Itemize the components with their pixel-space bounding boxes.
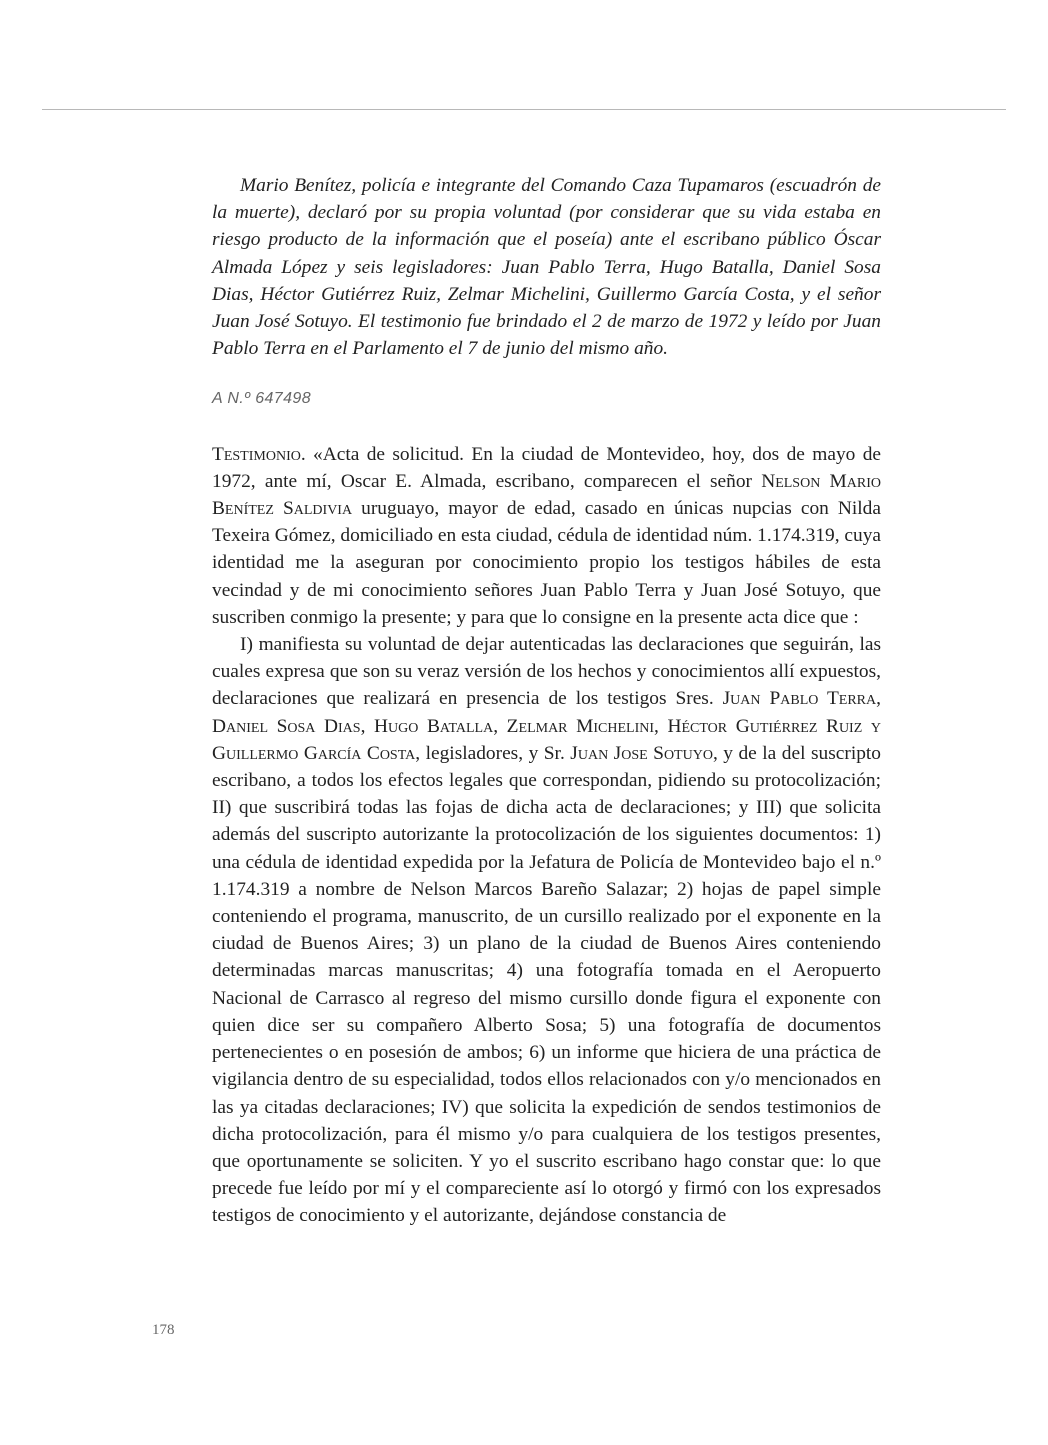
testimony-text-2b: , legisladores, y Sr.	[415, 742, 571, 764]
testimony-paragraph-2	[212, 631, 881, 1229]
intro-paragraph: Mario Benítez, policía e integrante del Comando Caza Tupamaros (escuadrón de la muerte), declaró por su propia voluntad (por considerar que su vida estaba en riesgo producto de la información que el poseía) ante el escribano público Óscar Almada López y seis legisladores: Juan Pablo Terra, Hugo Batalla, Daniel Sosa Dias, Héctor Gutiérrez Ruiz, Zelmar Michelini, Guillermo García Costa, y el señor Juan José Sotuyo. El testimonio fue brindado el 2 de marzo de 1972 y leído por Juan Pablo Terra en el Parlamento el 7 de junio del mismo año.	[212, 175, 881, 360]
page-number: 178	[152, 1322, 175, 1338]
testimony-text-1a: «Acta de solicitud. En la ciudad de Montevideo, hoy, dos de mayo de 1972, ante mí, Oscar E. Almada, escribano, comparecen el señor	[212, 443, 881, 492]
testimony-lead: Testimonio.	[212, 443, 306, 465]
page-body	[212, 172, 881, 1230]
document-number: A N.º 647498	[212, 390, 312, 408]
witness-names: Juan Pablo Terra, Daniel Sosa Dias, Hugo Batalla, Zelmar Michelini, Héctor Gutiérrez Ruiz y Guillermo García Costa	[212, 688, 881, 764]
witness-name-sotuyo: Juan Jose Sotuyo	[570, 742, 713, 764]
testimony-text-2a: I) manifiesta su voluntad de dejar autenticadas las declaraciones que seguirán, las cuales expresa que son su veraz versión de los hechos y conocimientos allí expuestos, declaraciones que realizará en presencia de los testigos Sres.	[212, 634, 881, 710]
testimony-text-1b: uruguayo, mayor de edad, casado en únicas nupcias con Nilda Texeira Gómez, domiciliado en esta ciudad, cédula de identidad núm. 1.174.319, cuya identidad me la aseguran por conocimiento propio los testigos hábiles de esta vecindad y de mi conocimiento señores Juan Pablo Terra y Juan José Sotuyo, que suscriben conmigo la presente; y para que lo consigne en la presente acta dice que :	[212, 498, 882, 628]
declarant-name: Nelson Mario Benítez Saldivia	[212, 470, 881, 520]
testimony-text-2c: , y de la del suscripto escribano, a todos los efectos legales que correspondan, pidiendo su protocolización; II) que suscribirá todas las fojas de dicha acta de declaraciones; y III) que solicita además del suscripto autorizante la protocolización de los siguientes documentos: 1) una cédula de identidad expedida por la Jefatura de Policía de Montevideo bajo el n.º 1.174.319 a nombre de Nelson Marcos Bareño Salazar; 2) hojas de papel simple conteniendo el programa, manuscrito, de un cursillo realizado por el exponente en la ciudad de Buenos Aires; 3) un plano de la ciudad de Buenos Aires conteniendo determinadas marcas manuscritas; 4) una fotografía tomada en el Aeropuerto Nacional de Carrasco al regreso del mismo cursillo donde figura el exponente con quien dice ser su compañero Alberto Sosa; 5) una fotografía de documentos pertenecientes o en posesión de ambos; 6) un informe que hiciera de una práctica de vigilancia dentro de su especialidad, todos ellos relacionados con y/o mencionados en las ya citadas declaraciones; IV) que solicita la expedición de sendos testimonios de dicha protocolización, para él mismo y/o para cualquiera de los testigos presentes, que oportunamente se soliciten. Y yo el suscrito escribano hago constar que: lo que precede fue leído por mí y el compareciente así lo otorgó y firmó con los expresados testigos de conocimiento y el autorizante, dejándose constancia de	[212, 742, 881, 1227]
testimony-paragraph-1	[212, 441, 881, 631]
header-rule	[42, 109, 1006, 110]
